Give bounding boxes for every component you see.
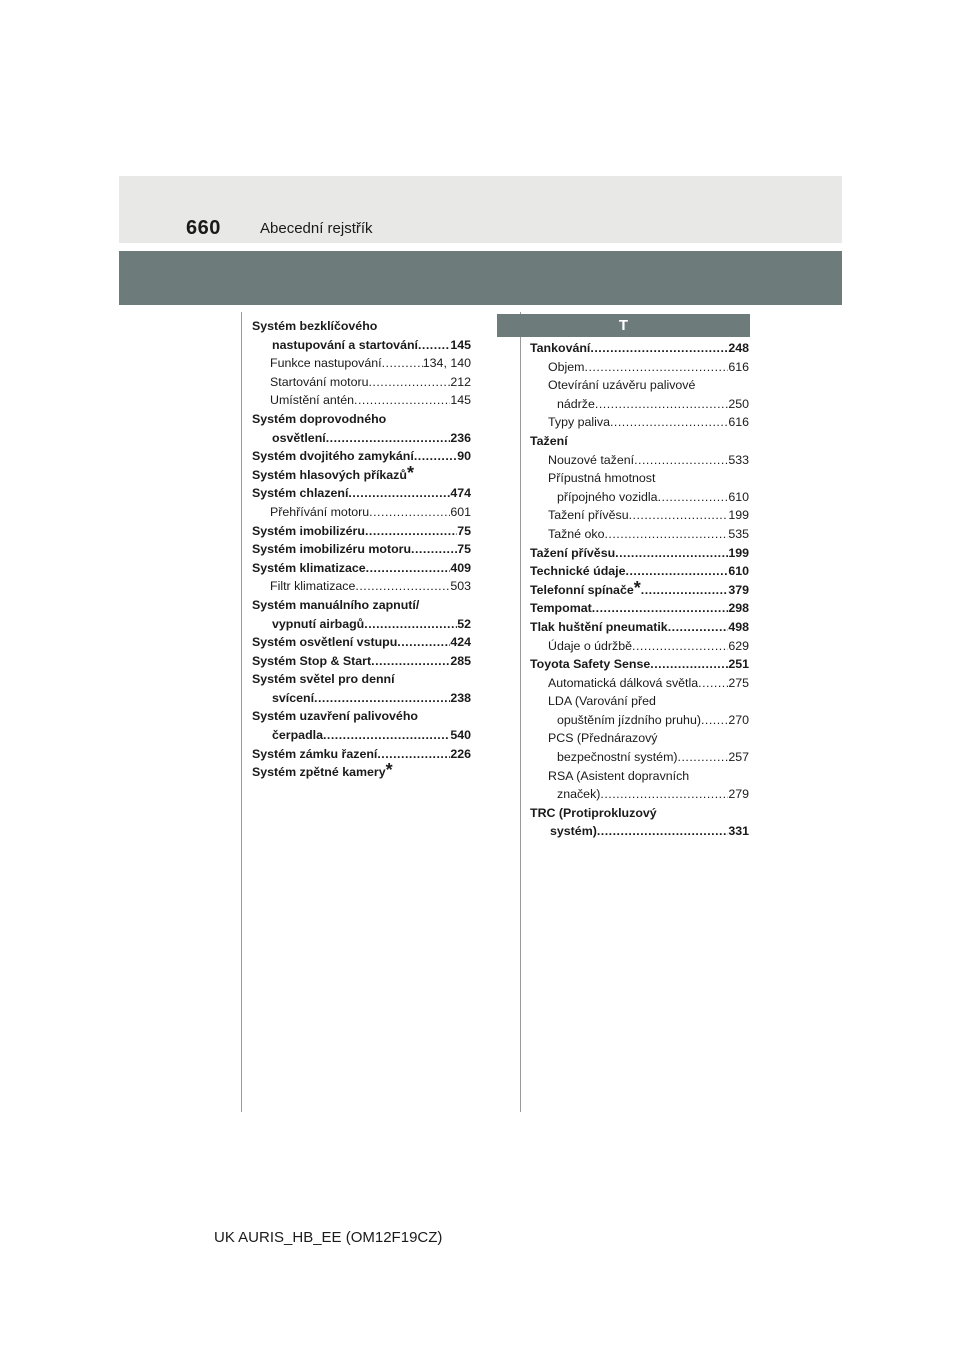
index-entry-label: TRC (Protiprokluzový xyxy=(530,805,657,820)
index-entry-page: 610 xyxy=(728,489,749,504)
index-entry xyxy=(530,637,749,656)
index-entry-page: 250 xyxy=(728,396,749,411)
page-number: 660 xyxy=(186,217,221,239)
leader-dots xyxy=(658,488,729,507)
index-entry xyxy=(530,488,749,507)
index-entry xyxy=(530,525,749,544)
index-entry-label: Tažení přívěsu xyxy=(548,508,629,523)
index-entry xyxy=(252,726,471,745)
column-divider-left xyxy=(241,312,242,1112)
index-entry-page: 298 xyxy=(728,601,749,616)
leader-dots xyxy=(585,358,729,377)
header-band xyxy=(119,176,842,243)
index-entry-page: 75 xyxy=(457,523,471,538)
leader-dots xyxy=(366,559,451,578)
index-entry-label: Systém bezklíčového xyxy=(252,319,378,333)
index-entry-label: Toyota Safety Sense xyxy=(530,657,651,672)
index-entry xyxy=(530,599,749,618)
index-entry xyxy=(530,395,749,414)
index-entry-label: Tempomat xyxy=(530,601,592,616)
leader-dots xyxy=(397,633,450,652)
index-entry xyxy=(530,451,749,470)
index-entry-page: 424 xyxy=(450,635,471,650)
leader-dots xyxy=(314,689,450,708)
leader-dots xyxy=(634,451,728,470)
index-entry-page: 199 xyxy=(728,508,749,523)
index-entry-page: 379 xyxy=(728,582,749,597)
index-entry-page: 238 xyxy=(450,690,471,705)
index-entry-label: Systém imobilizéru motoru xyxy=(252,542,412,557)
index-entry-page: 251 xyxy=(728,657,749,672)
column-divider-middle xyxy=(520,312,521,1112)
leader-dots xyxy=(418,336,450,355)
index-entry-label: Systém zpětné kamery xyxy=(252,765,386,780)
index-entry: Systém zpětné kamery * xyxy=(252,760,393,781)
leader-dots xyxy=(650,655,728,674)
index-entry xyxy=(530,358,749,377)
index-entry-label: Systém zámku řazení xyxy=(252,746,378,761)
title-bar xyxy=(119,251,842,305)
index-entry xyxy=(530,674,749,693)
index-entry-label: Systém imobilizéru xyxy=(252,523,365,538)
index-entry xyxy=(252,670,471,689)
index-entry: Telefonní spínače * ..... 379 xyxy=(530,581,749,600)
index-entry-label: Tankování xyxy=(530,341,591,355)
index-entry-label: Přípustná hmotnost xyxy=(548,471,656,486)
index-entry-label: Údaje o údržbě xyxy=(548,638,633,653)
index-entry xyxy=(252,707,471,726)
index-entry xyxy=(530,376,749,395)
index-entry-label: Systém chlazení xyxy=(252,486,349,501)
leader-dots xyxy=(364,615,457,634)
index-entry-page: 533 xyxy=(728,452,749,467)
index-entry-label: Otevírání uzávěru palivové xyxy=(548,378,696,393)
index-entry-label: Objem xyxy=(548,359,585,374)
index-entry-page: 540 xyxy=(450,728,471,743)
index-entry-label: Systém dvojitého zamykání xyxy=(252,449,414,464)
index-entry-page: 248 xyxy=(728,341,749,355)
leader-dots xyxy=(595,395,728,414)
index-entry xyxy=(530,822,749,841)
index-entry-page: 535 xyxy=(728,526,749,541)
index-entry-label: Tažné oko xyxy=(548,526,605,541)
index-entry-label: Systém osvětlení vstupu xyxy=(252,635,398,650)
index-entry-page: 601 xyxy=(450,504,471,519)
leader-dots xyxy=(369,503,450,522)
index-entry-label: Automatická dálková světla xyxy=(548,675,699,690)
index-entry-page: 52 xyxy=(457,616,471,631)
index-column-right xyxy=(530,339,749,841)
index-entry-page: 90 xyxy=(457,449,471,464)
index-entry xyxy=(252,317,471,336)
index-entry-label: svícení xyxy=(272,690,315,705)
index-entry-label: Systém doprovodného xyxy=(252,411,387,426)
leader-dots xyxy=(668,618,729,637)
leader-dots xyxy=(355,577,450,596)
section-letter-heading: T xyxy=(497,314,750,337)
leader-dots xyxy=(368,373,450,392)
page-title: Abecední rejstřík xyxy=(260,220,373,237)
index-entry xyxy=(252,745,471,764)
leader-dots xyxy=(615,544,728,563)
index-entry-label: Přehřívání motoru xyxy=(270,504,370,519)
leader-dots xyxy=(678,748,729,767)
index-entry-page: 75 xyxy=(457,542,471,557)
index-entry-label: Filtr klimatizace xyxy=(270,579,356,594)
index-entry-label: Tažení xyxy=(530,433,568,448)
index-entry xyxy=(252,410,471,429)
index-column-left xyxy=(252,317,471,782)
index-entry-label: značek) xyxy=(557,787,601,802)
index-entry xyxy=(530,692,749,711)
index-entry xyxy=(252,503,471,522)
index-entry xyxy=(530,544,749,563)
index-entry-page: 257 xyxy=(728,750,749,765)
index-entry-label: Technické údaje xyxy=(530,564,626,579)
index-entry xyxy=(530,339,749,358)
index-entry-page: 503 xyxy=(450,579,471,594)
index-entry xyxy=(252,559,471,578)
index-entry-label: opuštěním jízdního pruhu) xyxy=(557,712,701,727)
index-entry-page: 498 xyxy=(728,619,749,634)
index-entry-label: Systém klimatizace xyxy=(252,560,366,575)
index-entry xyxy=(252,596,471,615)
index-entry xyxy=(252,354,471,373)
index-entry-page: 331 xyxy=(728,824,749,839)
document-code: UK AURIS_HB_EE (OM12F19CZ) xyxy=(214,1229,443,1246)
index-entry xyxy=(530,432,749,451)
leader-dots xyxy=(348,484,450,503)
leader-dots xyxy=(382,354,423,373)
leader-dots xyxy=(414,447,457,466)
index-entry xyxy=(252,689,471,708)
leader-dots xyxy=(629,506,729,525)
index-entry xyxy=(252,522,471,541)
index-entry xyxy=(252,615,471,634)
index-entry-label: Umístění antén xyxy=(270,393,355,408)
leader-dots xyxy=(610,413,728,432)
index-entry-label: Startování motoru xyxy=(270,374,369,389)
index-entry-label: nastupování a startování xyxy=(272,337,418,352)
index-entry-label: vypnutí airbagů xyxy=(272,616,365,631)
index-entry-page: 134, 140 xyxy=(422,356,471,371)
index-entry xyxy=(530,469,749,488)
index-entry-page: 145 xyxy=(450,393,471,408)
leader-dots xyxy=(604,525,728,544)
index-entry-page: 616 xyxy=(728,359,749,374)
index-entry-label: přípojného vozidla xyxy=(557,489,658,504)
index-entry xyxy=(252,429,471,448)
leader-dots xyxy=(590,339,728,358)
index-entry-label: Telefonní spínače xyxy=(530,582,634,597)
index-entry-page: 145 xyxy=(450,337,471,352)
leader-dots xyxy=(371,652,450,671)
index-entry-label: Systém Stop & Start xyxy=(252,653,372,668)
index-entry xyxy=(252,373,471,392)
index-entry-label: Systém světel pro denní xyxy=(252,672,395,687)
index-entry-page: 629 xyxy=(728,638,749,653)
leader-dots xyxy=(326,429,451,448)
leader-dots xyxy=(323,726,450,745)
index-entry-label: Systém hlasových příkazů xyxy=(252,467,407,482)
index-entry-page: 285 xyxy=(450,653,471,668)
leader-dots xyxy=(592,599,729,618)
leader-dots xyxy=(626,562,729,581)
index-entry-label: nádrže xyxy=(557,396,595,411)
index-entry-label: Tlak huštění pneumatik xyxy=(530,619,668,634)
index-entry xyxy=(530,711,749,730)
index-entry-label: LDA (Varování před xyxy=(548,694,656,709)
index-entry-label: Systém uzavření palivového xyxy=(252,709,418,724)
index-entry xyxy=(252,336,471,355)
index-entry-label: Systém manuálního zapnutí/ xyxy=(252,597,420,612)
index-entry-label: bezpečnostní systém) xyxy=(557,750,678,765)
index-entry-page: 275 xyxy=(728,675,749,690)
index-entry xyxy=(252,447,471,466)
leader-dots xyxy=(701,711,728,730)
leader-dots xyxy=(597,822,728,841)
leader-dots xyxy=(698,674,728,693)
index-entry: Systém hlasových příkazů * xyxy=(252,462,414,483)
index-entry-label: Tažení přívěsu xyxy=(530,545,616,560)
index-entry xyxy=(530,785,749,804)
index-entry xyxy=(530,729,749,748)
index-entry-page: 616 xyxy=(728,415,749,430)
index-entry xyxy=(252,484,471,503)
index-entry xyxy=(530,655,749,674)
index-entry-page: 199 xyxy=(728,545,749,560)
index-entry-page: 270 xyxy=(728,712,749,727)
index-entry-page: 409 xyxy=(450,560,471,575)
index-entry-page: 474 xyxy=(450,486,471,501)
index-entry-page: 236 xyxy=(450,430,471,445)
index-entry xyxy=(530,413,749,432)
index-entry-label: PCS (Přednárazový xyxy=(548,731,658,746)
index-entry-label: čerpadla xyxy=(272,728,323,743)
index-entry xyxy=(530,767,749,786)
index-entry xyxy=(252,633,471,652)
index-entry xyxy=(530,618,749,637)
index-entry-page: 226 xyxy=(450,746,471,761)
index-entry xyxy=(530,748,749,767)
index-entry-label: RSA (Asistent dopravních xyxy=(548,768,690,783)
leader-dots xyxy=(411,540,457,559)
index-entry xyxy=(252,577,471,596)
leader-dots xyxy=(632,637,728,656)
index-entry-label: osvětlení xyxy=(272,430,326,445)
index-entry-label: Funkce nastupování xyxy=(270,356,382,371)
index-entry-label: Typy paliva xyxy=(548,415,610,430)
leader-dots xyxy=(641,581,729,600)
index-entry-label: systém) xyxy=(550,824,597,839)
index-entry xyxy=(530,804,749,823)
leader-dots xyxy=(365,522,457,541)
index-entry xyxy=(252,540,471,559)
index-entry-page: 610 xyxy=(728,564,749,579)
leader-dots xyxy=(600,785,728,804)
index-entry-label: Nouzové tažení xyxy=(548,452,635,467)
leader-dots xyxy=(354,391,450,410)
index-entry xyxy=(252,391,471,410)
index-entry xyxy=(530,506,749,525)
index-entry-page: 279 xyxy=(728,787,749,802)
index-entry-page: 212 xyxy=(450,374,471,389)
index-entry xyxy=(252,652,471,671)
